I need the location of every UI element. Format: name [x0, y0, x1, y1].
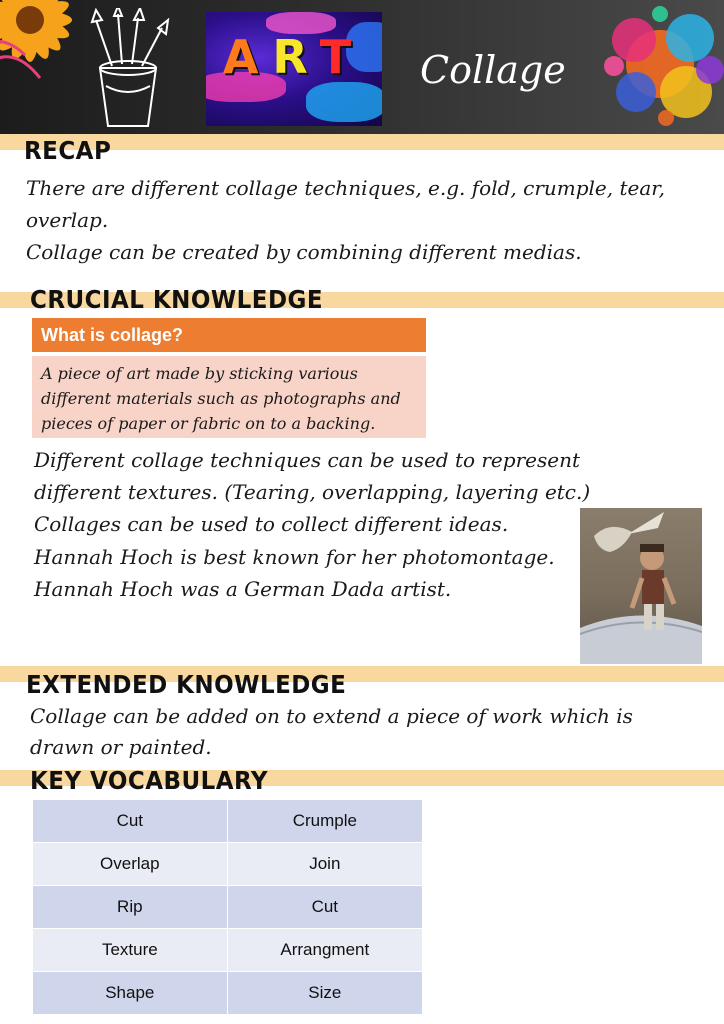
fact-line: Hannah Hoch was a German Dada artist.: [34, 577, 452, 601]
extended-line: drawn or painted.: [30, 735, 212, 759]
table-row: [33, 972, 423, 1015]
table-row: [33, 800, 423, 843]
answer-box: [32, 356, 426, 438]
answer-line: A piece of art made by sticking various: [41, 364, 358, 383]
extended-heading: EXTENDED KNOWLEDGE: [26, 670, 347, 699]
paint-splash-icon: [590, 0, 724, 130]
paint-streak: [306, 82, 382, 122]
flower-icon: [0, 0, 90, 80]
table-cell: Arrangment: [228, 929, 423, 972]
recap-line: There are different collage techniques, e.g. fold, crumple, tear,: [26, 176, 665, 200]
fact-line: Collages can be used to collect different ideas.: [34, 512, 509, 536]
header-banner: [0, 0, 724, 138]
table-row: [33, 843, 423, 886]
table-cell: Size: [228, 972, 423, 1015]
art-image: [206, 12, 382, 126]
recap-heading: RECAP: [24, 136, 112, 165]
table-cell: Rip: [33, 886, 228, 929]
table-cell: Crumple: [228, 800, 423, 843]
crucial-heading: CRUCIAL KNOWLEDGE: [30, 285, 324, 314]
table-cell: Cut: [228, 886, 423, 929]
table-cell: Overlap: [33, 843, 228, 886]
hannah-hoch-artwork-image: [580, 508, 702, 664]
page-title: Collage: [420, 48, 566, 92]
paintbrush-pot-icon: [78, 8, 178, 130]
vocab-heading: KEY VOCABULARY: [30, 766, 269, 795]
table-row: [33, 929, 423, 972]
table-cell: Texture: [33, 929, 228, 972]
table-cell: Join: [228, 843, 423, 886]
art-letter: T: [319, 30, 366, 84]
vocabulary-table: [33, 800, 423, 1015]
recap-line: Collage can be created by combining different medias.: [26, 240, 582, 264]
table-cell: Cut: [33, 800, 228, 843]
extended-line: Collage can be added on to extend a piece of work which is: [30, 704, 633, 728]
answer-line: different materials such as photographs and: [41, 389, 401, 408]
fact-line: Hannah Hoch is best known for her photomontage.: [34, 545, 555, 569]
artwork-figure-icon: [580, 508, 702, 664]
art-letter: R: [272, 30, 320, 84]
table-row: [33, 886, 423, 929]
answer-line: pieces of paper or fabric on to a backing.: [41, 414, 376, 433]
art-image-text: [206, 30, 382, 84]
recap-line: overlap.: [26, 208, 109, 232]
fact-line: different textures. (Tearing, overlapping, layering etc.): [34, 480, 591, 504]
art-letter: A: [222, 30, 273, 84]
question-header: What is collage?: [32, 318, 426, 352]
fact-line: Different collage techniques can be used to represent: [34, 448, 580, 472]
table-cell: Shape: [33, 972, 228, 1015]
